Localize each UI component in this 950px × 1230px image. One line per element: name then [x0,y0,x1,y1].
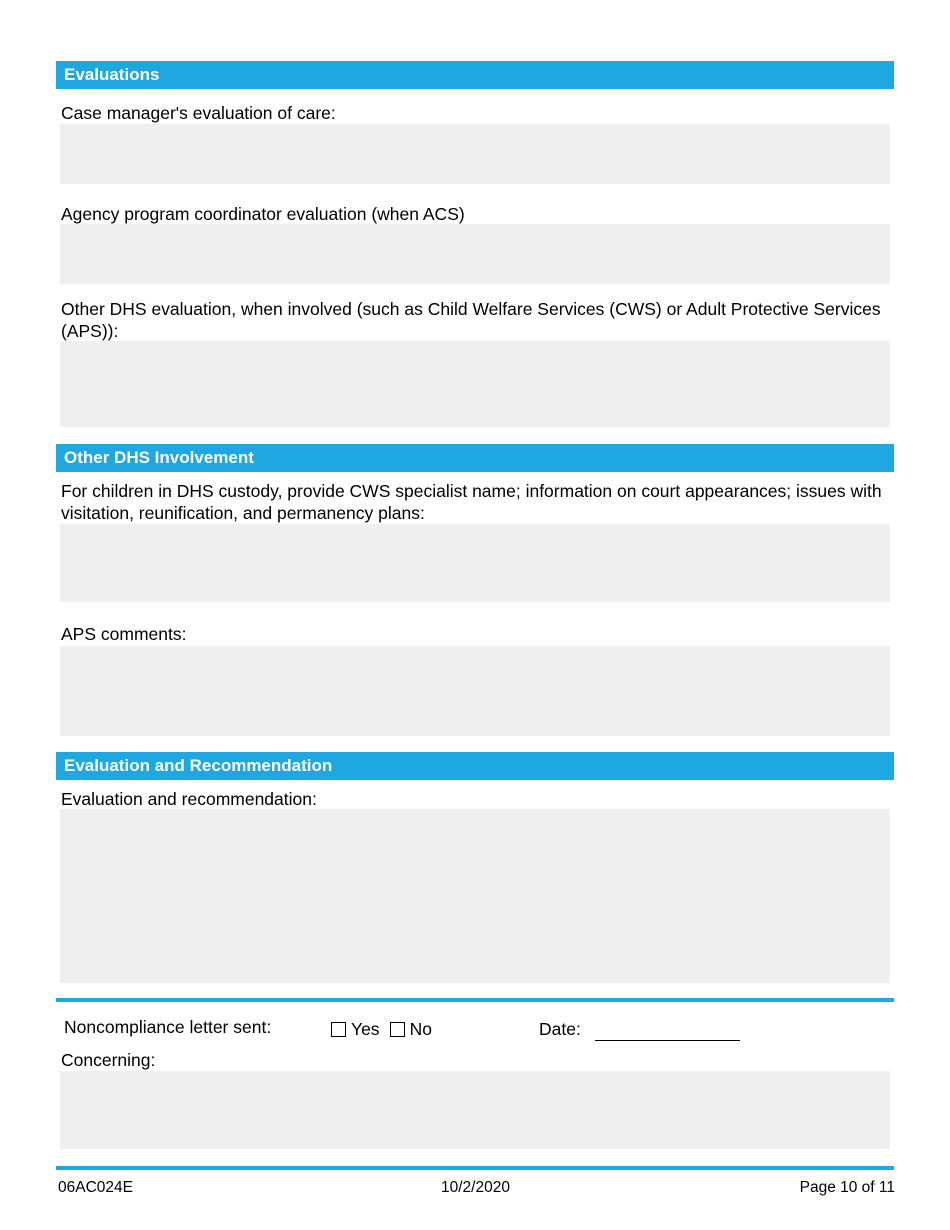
yes-checkbox[interactable] [331,1022,346,1037]
noncompliance-label: Noncompliance letter sent: [64,1017,272,1037]
section-header-evaluations: Evaluations [56,61,894,89]
yes-option[interactable] [331,1018,380,1040]
footer-rule [56,1166,894,1170]
date-input-line[interactable] [595,1040,740,1041]
other-dhs-evaluation-field[interactable] [60,341,890,427]
concerning-label: Concerning: [61,1050,156,1070]
evaluation-recommendation-field[interactable] [60,809,890,983]
section-header-evaluation-recommendation: Evaluation and Recommendation [56,752,894,780]
case-manager-evaluation-field[interactable] [60,124,890,184]
aps-comments-label: APS comments: [61,624,187,644]
yes-label: Yes [351,1019,380,1039]
evaluation-recommendation-label: Evaluation and recommendation: [61,789,317,809]
no-checkbox[interactable] [390,1022,405,1037]
other-dhs-evaluation-label: Other DHS evaluation, when involved (such as Child Welfare Services (CWS) or Adult Protective Services (APS)): [61,299,881,341]
footer-form-id: 06AC024E [58,1179,133,1196]
no-label: No [409,1019,432,1039]
agency-coordinator-evaluation-field[interactable] [60,224,890,284]
case-manager-evaluation-label: Case manager's evaluation of care: [61,103,336,123]
divider-rule [56,998,894,1002]
aps-comments-field[interactable] [60,646,890,736]
no-option[interactable] [390,1018,432,1040]
section-header-other-dhs-involvement: Other DHS Involvement [56,444,894,472]
noncompliance-options [331,1018,442,1040]
date-label: Date: [539,1019,581,1039]
concerning-field[interactable] [60,1071,890,1149]
footer-page-number: Page 10 of 11 [799,1179,895,1196]
children-custody-label: For children in DHS custody, provide CWS specialist name; information on court appearances; issues with visitation, reunification, and permanency plans: [61,481,882,523]
children-custody-field[interactable] [60,524,890,602]
agency-coordinator-evaluation-label: Agency program coordinator evaluation (when ACS) [61,204,465,224]
footer-date: 10/2/2020 [441,1179,510,1196]
